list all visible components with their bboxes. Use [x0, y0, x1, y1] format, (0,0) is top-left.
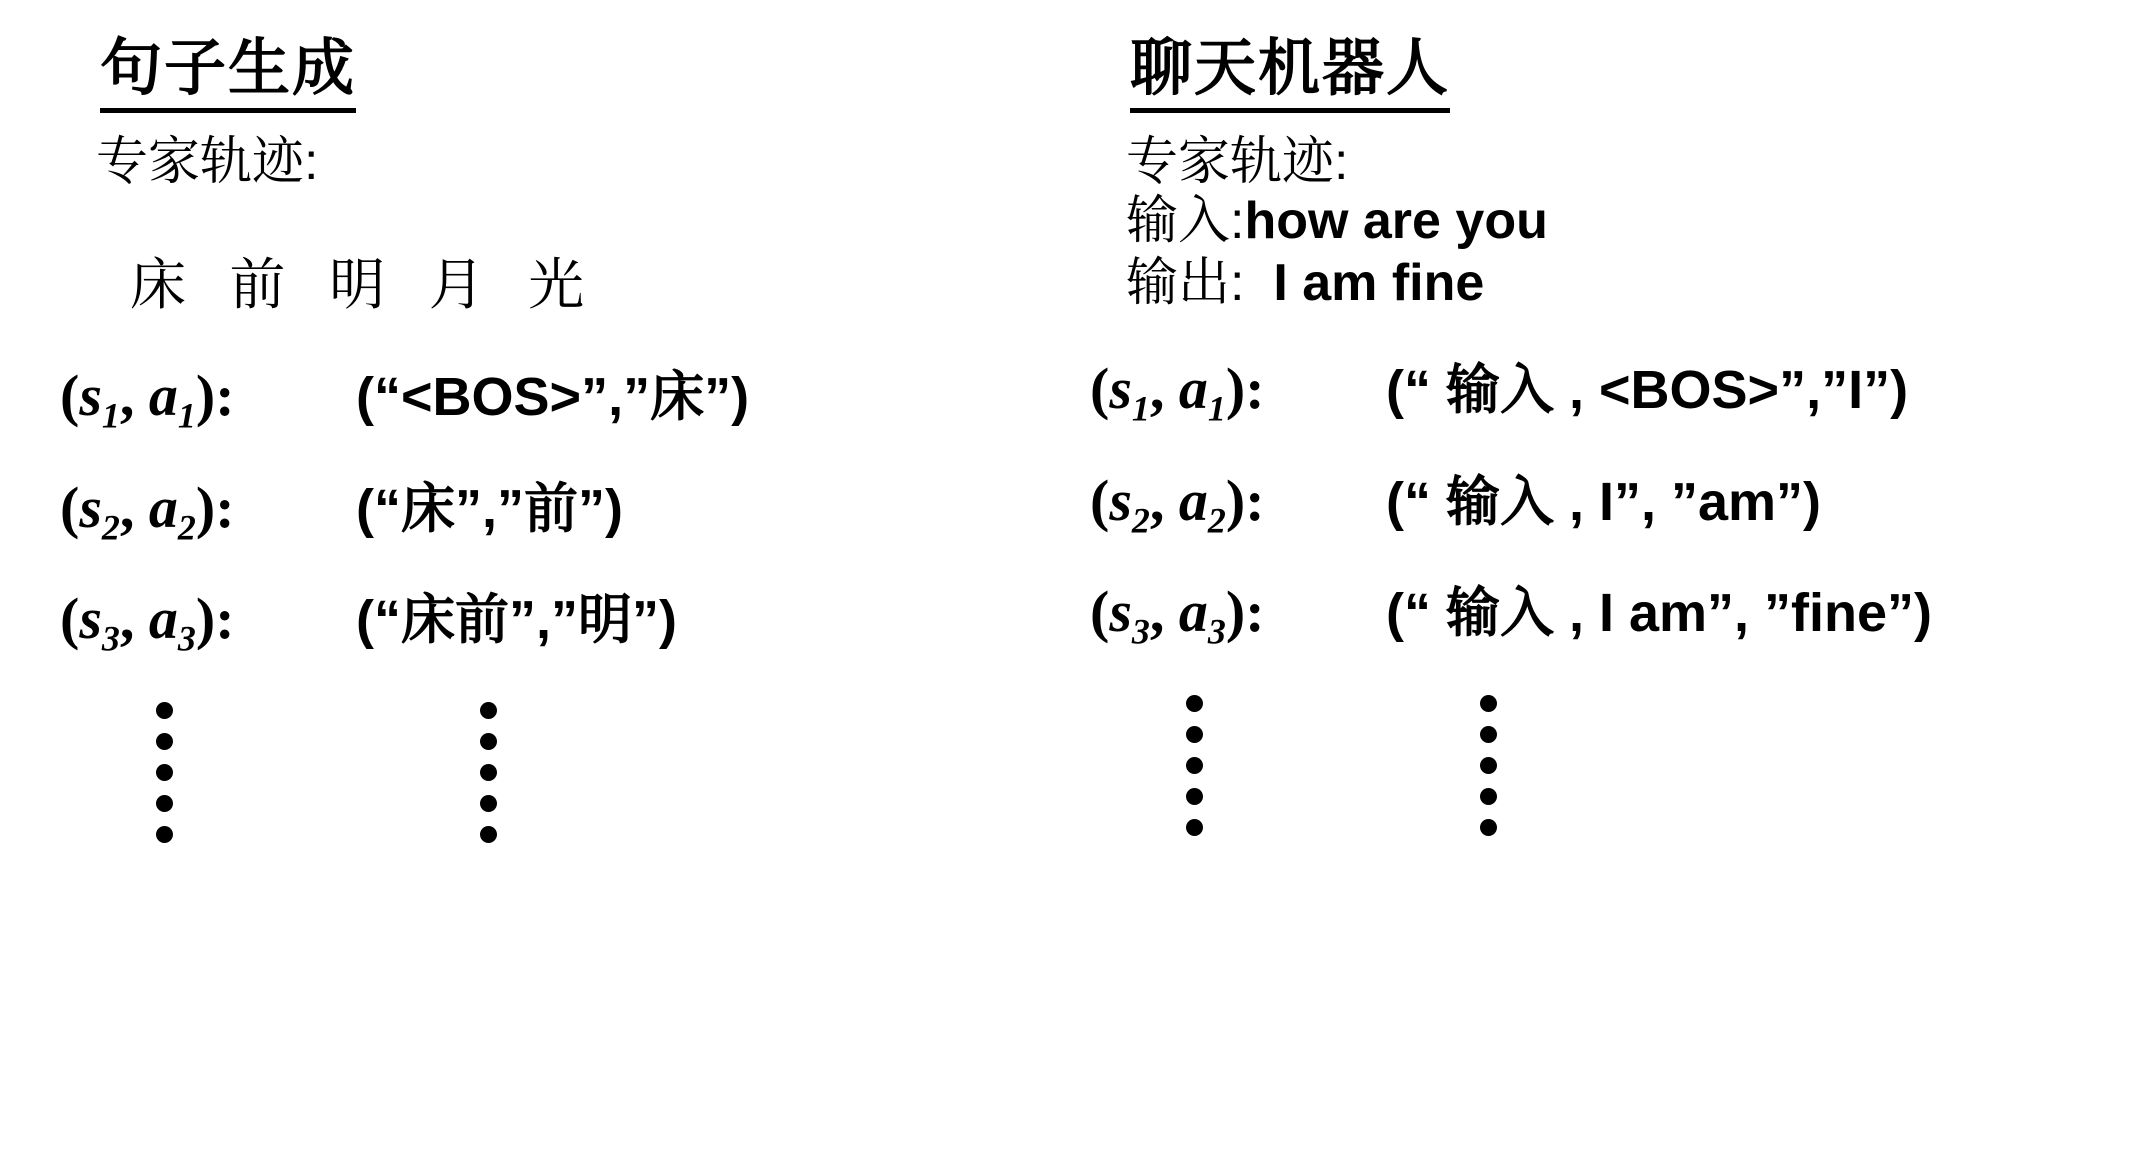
state-action-row: [60, 474, 1040, 548]
state-action-row: [1090, 467, 2090, 541]
input-value: how are you: [1244, 192, 1548, 251]
vertical-dots-icon: [1186, 695, 1203, 836]
state-action-label: ($s_3$, $a_3$):: [60, 586, 235, 659]
state-action-value: (“ 输入 , <BOS>”,”I”): [1386, 359, 1909, 420]
panel-right-continuation: [1090, 695, 2090, 835]
state-action-row: [1090, 579, 2090, 652]
state-action-label: ($s_2$, $a_2$):: [60, 474, 235, 548]
panel-sentence-generation: [60, 0, 1040, 1160]
vertical-dots-icon: [156, 702, 173, 843]
panel-left-sample-sentence: 床 前 明 月 光: [130, 253, 599, 317]
vertical-dots-icon: [480, 702, 497, 843]
panel-left-continuation: [60, 702, 1040, 842]
panel-left-subtitle: 专家轨迹:: [96, 133, 319, 191]
panel-right-title-wrap: [1090, 0, 2090, 113]
state-action-value: (“床前”,”明”): [356, 590, 677, 651]
output-label: 输出:: [1126, 253, 1245, 312]
panel-right-output-line: [1090, 253, 2090, 314]
panel-left-title: 句子生成: [100, 38, 356, 113]
state-action-label: ($s_3$, $a_3$):: [1090, 579, 1265, 652]
state-action-value: (“床”,”前”): [356, 478, 623, 539]
panel-right-title: 聊天机器人: [1130, 38, 1450, 113]
panel-chatbot: [1090, 0, 2090, 1160]
state-action-value: (“ 输入 , I am”, ”fine”): [1386, 583, 1933, 644]
state-action-value: (“ 输入 , I”, ”am”): [1386, 471, 1822, 532]
output-value: I am fine: [1273, 253, 1485, 312]
state-action-row: [1090, 355, 2090, 429]
panel-right-input-line: [1090, 191, 2090, 252]
state-action-label: ($s_1$, $a_1$):: [60, 363, 235, 436]
panel-left-title-wrap: [60, 0, 1040, 113]
input-label: 输入:: [1126, 192, 1245, 251]
panel-right-pair-list: [1090, 355, 2090, 835]
state-action-value: (“<BOS>”,”床”): [356, 367, 750, 428]
panel-right-subtitle: 专家轨迹:: [1126, 133, 1349, 191]
state-action-label: ($s_1$, $a_1$):: [1090, 355, 1265, 429]
panel-left-pair-list: [60, 363, 1040, 842]
state-action-row: [60, 363, 1040, 436]
vertical-dots-icon: [1480, 695, 1497, 836]
state-action-label: ($s_2$, $a_2$):: [1090, 467, 1265, 541]
state-action-row: [60, 586, 1040, 659]
